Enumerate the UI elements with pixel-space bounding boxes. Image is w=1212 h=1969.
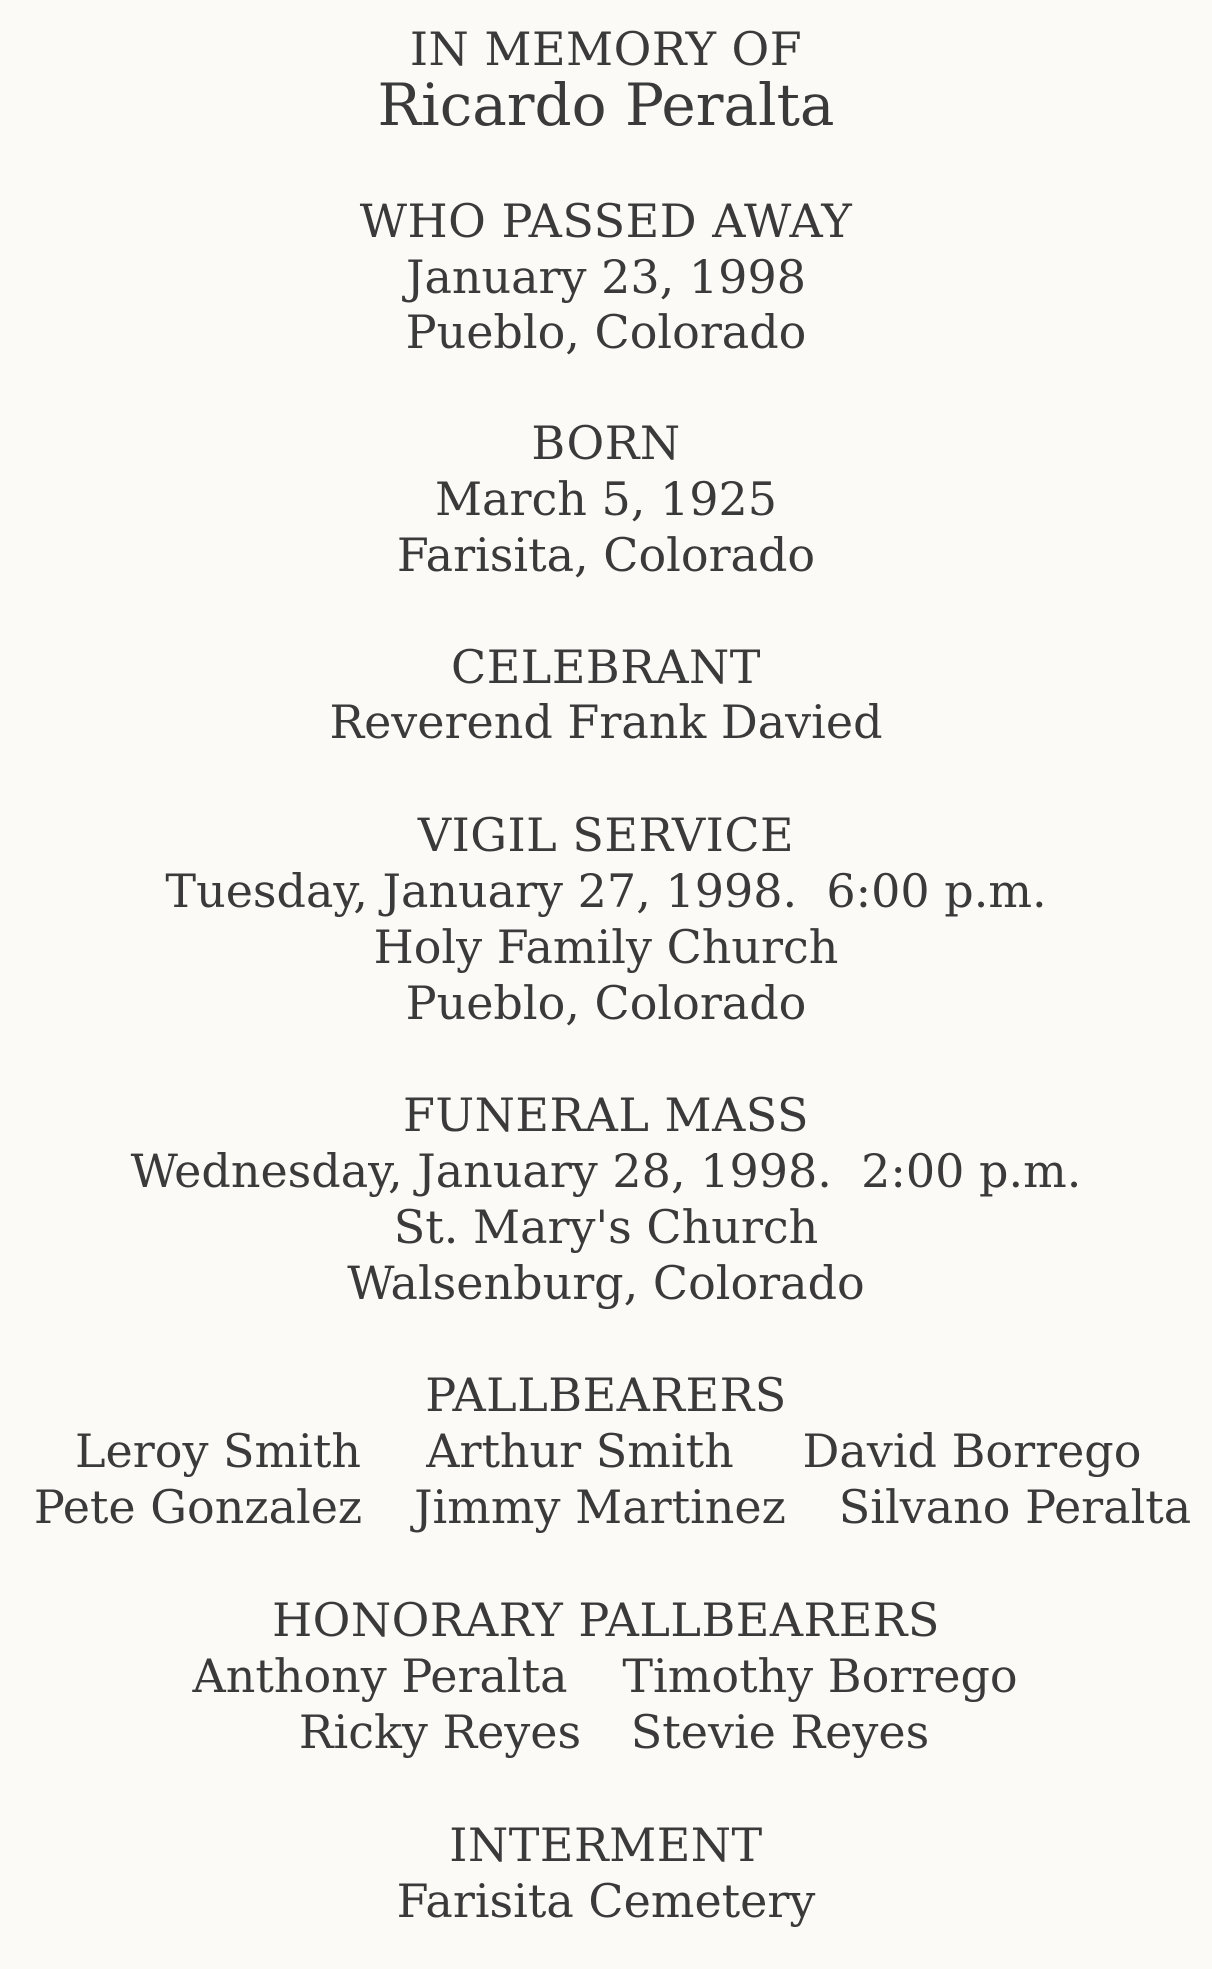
funeral-datetime: Wednesday, January 28, 1998. 2:00 p.m. xyxy=(130,1144,1082,1198)
interment-heading: INTERMENT xyxy=(449,1818,763,1872)
honorary-pallbearer-name: Timothy Borrego xyxy=(622,1649,1018,1703)
pallbearer-name: Arthur Smith xyxy=(426,1424,734,1478)
born-heading: BORN xyxy=(531,416,681,470)
born-place: Farisita, Colorado xyxy=(396,528,816,582)
pallbearers-heading: PALLBEARERS xyxy=(425,1368,787,1422)
pallbearer-name: David Borrego xyxy=(802,1424,1142,1478)
honorary-pallbearer-name: Anthony Peralta xyxy=(192,1649,568,1703)
interment-place: Farisita Cemetery xyxy=(396,1874,816,1928)
celebrant-heading: CELEBRANT xyxy=(451,640,761,694)
pallbearer-name: Jimmy Martinez xyxy=(414,1480,786,1534)
funeral-place: Walsenburg, Colorado xyxy=(347,1256,865,1310)
celebrant-name: Reverend Frank Davied xyxy=(329,695,883,749)
passed-date: January 23, 1998 xyxy=(406,250,806,304)
honorary-pallbearer-name: Ricky Reyes xyxy=(298,1705,582,1759)
vigil-church: Holy Family Church xyxy=(373,920,839,974)
vigil-datetime: Tuesday, January 27, 1998. 6:00 p.m. xyxy=(165,864,1047,918)
vigil-heading: VIGIL SERVICE xyxy=(417,808,795,862)
passed-place: Pueblo, Colorado xyxy=(405,305,807,359)
honorary-pallbearer-name: Stevie Reyes xyxy=(630,1705,930,1759)
pallbearer-name: Leroy Smith xyxy=(74,1424,362,1478)
pallbearer-name: Pete Gonzalez xyxy=(33,1480,363,1534)
memorial-heading: IN MEMORY OF xyxy=(409,22,803,76)
deceased-name: Ricardo Peralta xyxy=(377,71,835,139)
pallbearer-name: Silvano Peralta xyxy=(838,1480,1192,1534)
passed-heading: WHO PASSED AWAY xyxy=(359,194,853,248)
funeral-church: St. Mary's Church xyxy=(393,1200,819,1254)
funeral-heading: FUNERAL MASS xyxy=(402,1088,810,1142)
vigil-place: Pueblo, Colorado xyxy=(405,976,807,1030)
born-date: March 5, 1925 xyxy=(434,472,778,526)
honorary-heading: HONORARY PALLBEARERS xyxy=(272,1593,940,1647)
